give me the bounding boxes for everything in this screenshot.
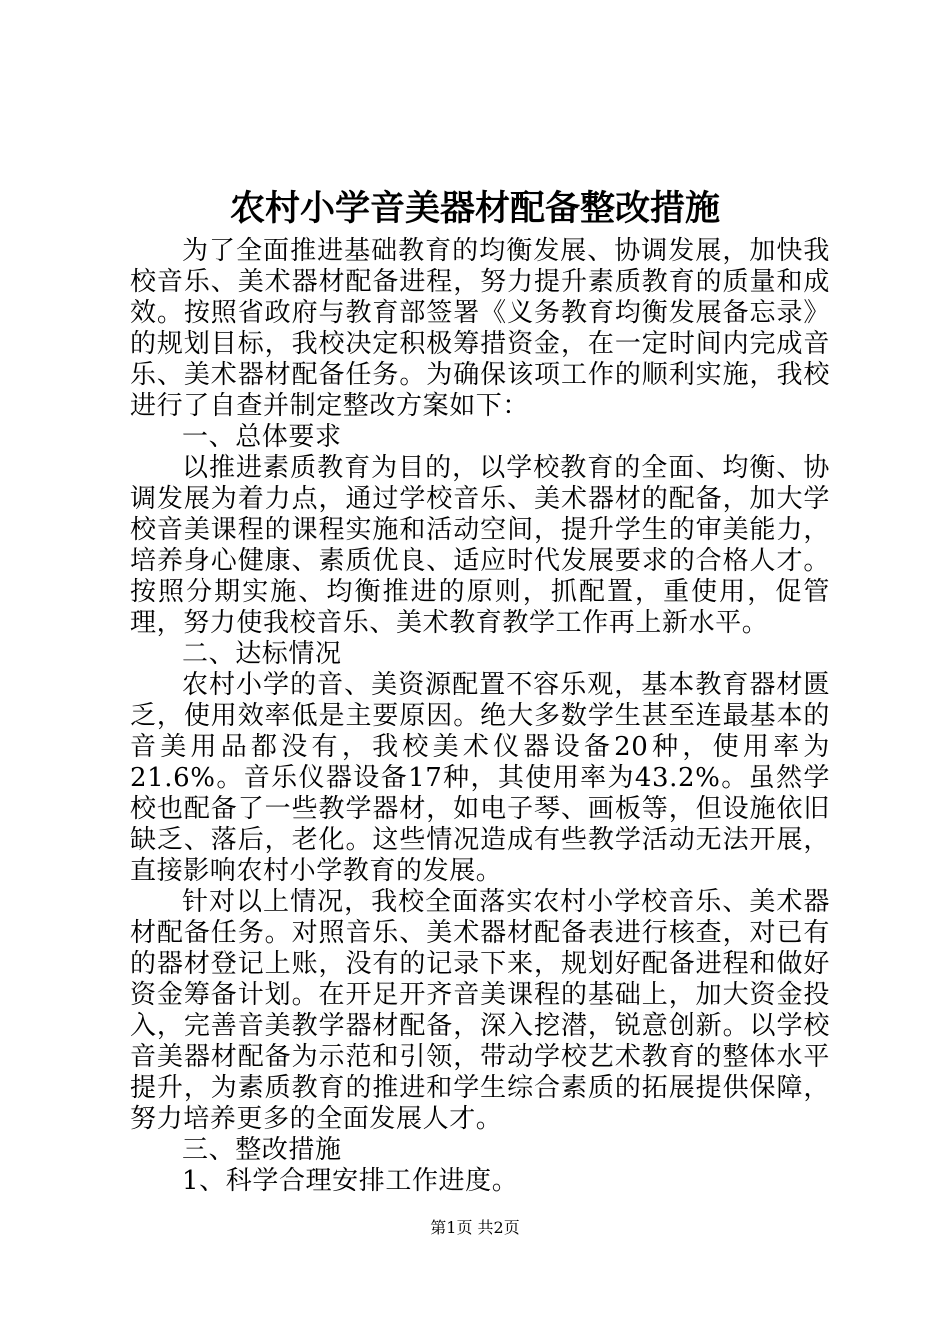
document-title: 农村小学音美器材配备整改措施: [229, 188, 720, 229]
compliance-status-paragraph: 农村小学的音、美资源配置不容乐观，基本教育器材匮乏，使用效率低是主要原因。绝大多数学生甚至连最基本的音美用品都没有，我校美术仪器设备20种，使用率为21.6%。音乐仪器设备17种，其使用率为43.2%。虽然学校也配备了一些教学器材，如电子琴、画板等，但设施依旧缺乏、落后，老化。这些情况造成有些教学活动无法开展，直接影响农村小学教育的发展。: [130, 670, 830, 886]
document-body: [130, 236, 830, 1197]
general-requirements-paragraph: 以推进素质教育为目的，以学校教育的全面、均衡、协调发展为着力点，通过学校音乐、美术器材的配备，加大学校音美课程的课程实施和活动空间，提升学生的审美能力，培养身心健康、素质优良、适应时代发展要求的合格人才。按照分期实施、均衡推进的原则，抓配置，重使用，促管理，努力使我校音乐、美术教育教学工作再上新水平。: [130, 453, 830, 638]
page-number-footer: 第1页 共2页: [430, 1218, 520, 1237]
response-paragraph: 针对以上情况，我校全面落实农村小学校音乐、美术器材配备任务。对照音乐、美术器材配备表进行核查，对已有的器材登记上账，没有的记录下来，规划好配备进程和做好资金筹备计划。在开足开齐音美课程的基础上，加大资金投入，完善音美教学器材配备，深入挖潜，锐意创新。以学校音美器材配备为示范和引领，带动学校艺术教育的整体水平提升，为素质教育的推进和学生综合素质的拓展提供保障，努力培养更多的全面发展人才。: [130, 887, 830, 1134]
section-heading-compliance-status: 二、达标情况: [182, 639, 342, 669]
intro-paragraph: 为了全面推进基础教育的均衡发展、协调发展，加快我校音乐、美术器材配备进程，努力提升素质教育的质量和成效。按照省政府与教育部签署《义务教育均衡发展备忘录》的规划目标，我校决定积极筹措资金，在一定时间内完成音乐、美术器材配备任务。为确保该项工作的顺利实施，我校进行了自查并制定整改方案如下：: [130, 236, 830, 421]
measure-item-1: 1、科学合理安排工作进度。: [182, 1166, 519, 1196]
section-heading-general-requirements: 一、总体要求: [182, 422, 342, 452]
section-heading-rectification-measures: 三、整改措施: [182, 1135, 342, 1165]
